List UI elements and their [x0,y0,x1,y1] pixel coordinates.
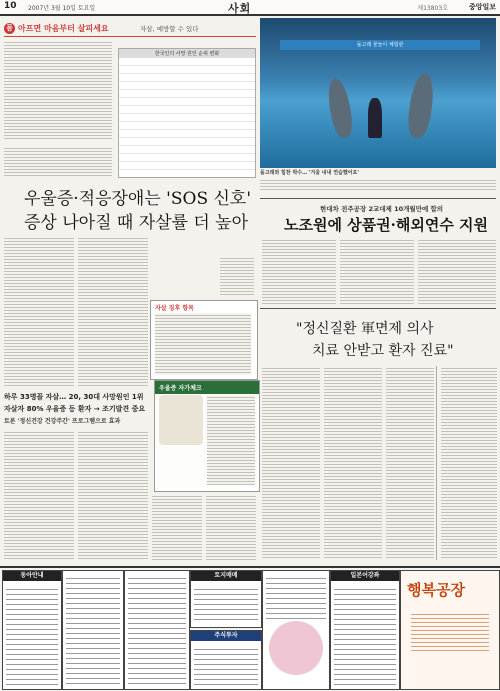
table-row [119,130,255,138]
ad-body [128,574,186,686]
article-col-4 [78,430,148,560]
table-row [119,58,255,66]
ad-divider [0,566,500,568]
ad-photo [269,621,323,675]
kicker: 현대차 전주공장 2교대제 10개월만에 합의 [320,205,444,213]
table-caption: 한국인의 사망 원인 순위 변화 [119,49,255,58]
ad-donga [2,570,62,690]
ad-body [266,574,326,619]
ad-title: 일본어강좌 [331,571,399,581]
intro-text [4,40,112,140]
dolphin-left [325,77,355,140]
photo-sign: 돌고래 물놀이 체험관 [280,40,480,50]
photo-caption [260,170,496,177]
depression-check-box [154,380,260,492]
box-sidenote [220,256,254,296]
medical-headline-line2: 치료 안받고 환자 진료" [312,343,454,359]
box-title: 자살 징후 항목 [155,305,194,312]
ad-col-3 [124,570,190,690]
main-headline-line2: 증상 나아질 때 자살률 더 높아 [24,213,249,233]
side-column-text [441,366,497,560]
person-illustration [159,395,203,445]
main-headline-line1: 우울증·적응장애는 'SOS 신호' [24,189,252,209]
section-title: 사회 [228,2,252,15]
ad-jusik [190,630,262,690]
article-col-5 [152,494,202,560]
death-cause-table [118,48,256,178]
table-row [119,98,255,106]
ad-title: 주식투자 [191,631,261,641]
edition-number: 제13803호 [417,5,448,12]
ad-title: 행복공장 [407,581,465,599]
subhead-2: 자살자 80% 우울증 등 환자 → 조기발견 중요 [4,405,146,413]
ad-body [334,585,396,686]
article-col-1 [4,236,74,386]
article-col-3 [4,430,74,560]
dolphin-right [406,72,437,139]
divider [260,308,496,309]
table-row [119,122,255,130]
ad-col-2 [62,570,124,690]
hyundai-col-1 [262,238,336,304]
trainer [368,98,382,138]
medical-col-2 [324,366,382,560]
box-list [155,313,251,375]
medical-col-3 [386,366,434,560]
ad-body [194,585,258,624]
ad-body [6,585,58,686]
intro-text-2 [4,146,112,176]
page-header [0,0,500,16]
check-title: 우울증 자가체크 [155,381,259,394]
dolphin-photo [260,18,496,168]
ad-title: 동아안내 [3,571,61,581]
medical-headline-line1: "정신질환 軍면제 의사 [296,321,434,337]
hyundai-headline: 노조원에 상품권·해외연수 지원 [284,216,489,234]
table-row [119,82,255,90]
page-number: 10 [4,1,17,11]
article-col-2 [78,236,148,386]
divider [260,198,496,199]
table-row [119,90,255,98]
subhead-1: 하루 33명꼴 자살… 20, 30대 사망원인 1위 [4,393,144,401]
ad-ilbon [330,570,400,690]
check-list [207,395,255,485]
table-row [119,114,255,122]
article-col-6 [206,494,256,560]
table-row [119,162,255,170]
table-row [119,66,255,74]
medical-col-1 [262,366,320,560]
tag-subtitle: 자살, 예방할 수 있다 [140,25,199,33]
caption-text [260,178,496,190]
ad-body [194,645,258,686]
table-row [119,146,255,154]
table-row [119,74,255,82]
ad-title: 토지매매 [191,571,261,581]
tag-badge: 몸 [4,23,15,34]
ad-land [190,570,262,628]
ad-col-6 [262,570,330,690]
hyundai-col-2 [340,238,414,304]
table-row [119,138,255,146]
table-row [119,154,255,162]
issue-date: 2007년 3월 10일 토요일 [28,5,96,12]
hyundai-col-3 [418,238,496,304]
ad-body [66,574,120,686]
table-row [119,106,255,114]
ad-bokbu [400,570,500,690]
ad-body [411,611,489,651]
caption-title: 돌고래와 힘찬 박수… '겨울 내내 연습했어요' [260,170,359,176]
suicide-signs-box [150,300,258,380]
tag-title: 아프면 마음부터 살피세요 [18,24,109,33]
series-tag [4,22,256,37]
subhead-3: 토론 '정신건강 건강주간' 프로그램으로 효과 [4,418,121,425]
paper-name: 중앙일보 [468,3,496,11]
side-column [436,366,497,560]
